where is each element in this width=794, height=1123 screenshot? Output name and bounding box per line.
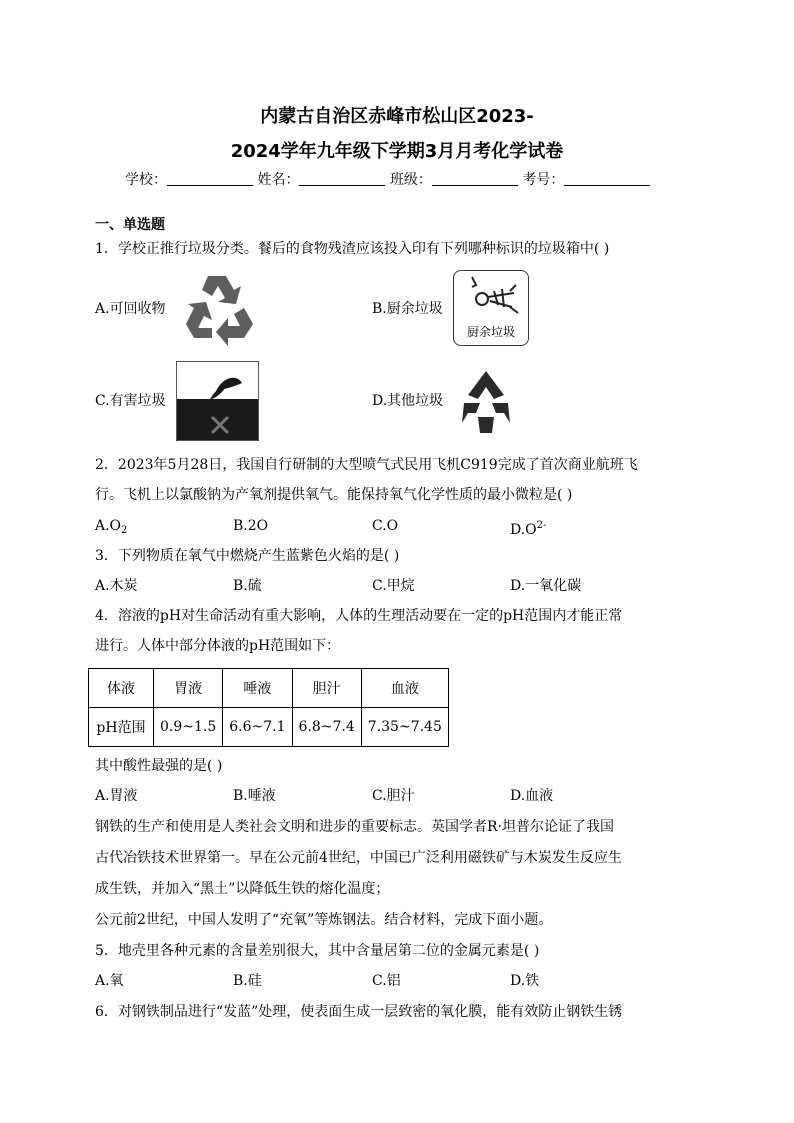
q2-option-c[interactable]: C.O <box>372 518 399 534</box>
ph-table <box>88 668 449 747</box>
q3-option-a[interactable]: A.木炭 <box>95 578 138 594</box>
q1-stem: 1．学校正推行垃圾分类。餐后的食物残渣应该投入印有下列哪种标识的垃圾箱中( ) <box>95 241 610 257</box>
material-line2: 古代冶铁技术世界第一。早在公元前4世纪，中国已广泛利用磁铁矿与木炭发生反应生 <box>95 850 622 866</box>
fish-bone-icon <box>454 271 527 319</box>
exam-no-field[interactable] <box>564 171 650 186</box>
q6-stem-line1: 6．对钢铁制品进行“发蓝”处理，使表面生成一层致密的氧化膜，能有效防止钢铁生锈 <box>95 1004 623 1020</box>
other-waste-icon <box>458 369 514 435</box>
kitchen-waste-icon <box>453 270 529 346</box>
school-label: 学校： <box>125 172 167 188</box>
q4-option-d[interactable]: D.血液 <box>510 788 554 804</box>
q1-option-d[interactable]: D.其他垃圾 <box>372 393 444 409</box>
q1-option-b[interactable]: B.厨余垃圾 <box>372 301 443 317</box>
q4-option-a[interactable]: A.胃液 <box>95 788 138 804</box>
q5-option-a[interactable]: A.氧 <box>95 973 124 989</box>
q5-option-c[interactable]: C.铝 <box>372 973 401 989</box>
table-cell: pH范围 <box>89 708 154 747</box>
q3-option-d[interactable]: D.一氧化碳 <box>510 578 582 594</box>
table-header-cell: 胆汁 <box>292 669 361 708</box>
school-field[interactable] <box>167 171 253 186</box>
q4-stem-line2: 进行。人体中部分体液的pH范围如下： <box>95 638 341 654</box>
hazardous-waste-icon <box>176 361 259 441</box>
q3-option-c[interactable]: C.甲烷 <box>372 578 415 594</box>
q3-stem: 3．下列物质在氧气中燃烧产生蓝紫色火焰的是( ) <box>95 548 400 564</box>
q2-option-a[interactable] <box>95 516 127 541</box>
table-header-cell: 血液 <box>361 669 448 708</box>
table-cell: 7.35~7.45 <box>361 708 448 747</box>
table-cell: 0.9~1.5 <box>154 708 223 747</box>
table-header-cell: 唾液 <box>223 669 292 708</box>
table-cell: 6.8~7.4 <box>292 708 361 747</box>
name-field[interactable] <box>299 171 385 186</box>
name-label: 姓名： <box>257 172 300 188</box>
exam-no-label: 考号： <box>522 172 565 188</box>
section-heading: 一、单选题 <box>95 217 165 233</box>
q2-option-d[interactable] <box>510 516 546 540</box>
q2-option-b[interactable]: B.2O <box>233 518 269 534</box>
q5-stem: 5．地壳里各种元素的含量差别很大，其中含量居第二位的金属元素是( ) <box>95 943 540 959</box>
q2-stem-line1: 2．2023年5月28日，我国自行研制的大型喷气式民用飞机C919完成了首次商业航班飞 <box>95 457 638 473</box>
class-field[interactable] <box>432 171 518 186</box>
q2-stem-line2: 行。飞机上以氯酸钠为产氧剂提供氧气。能保持氧气化学性质的最小微粒是( ) <box>95 487 573 503</box>
material-line3: 成生铁，并加入“黑土”以降低生铁的熔化温度； <box>95 881 390 897</box>
material-line4: 公元前2世纪，中国人发明了“充氧”等炼钢法。结合材料，完成下面小题。 <box>95 912 553 928</box>
q5-option-d[interactable]: D.铁 <box>510 973 540 989</box>
kitchen-waste-icon-label: 厨余垃圾 <box>466 325 515 339</box>
material-line1: 钢铁的生产和使用是人类社会文明和进步的重要标志。英国学者R·坦普尔论证了我国 <box>95 819 614 835</box>
q3-option-b[interactable]: B.硫 <box>233 578 262 594</box>
table-header-row <box>89 669 449 708</box>
q4-option-c[interactable]: C.胆汁 <box>372 788 415 804</box>
q1-option-c[interactable]: C.有害垃圾 <box>95 393 166 409</box>
recycle-icon <box>178 268 262 346</box>
q1-option-a[interactable]: A.可回收物 <box>95 301 166 317</box>
q2-option-a-subscript: 2 <box>121 525 128 536</box>
exam-title-line2: 2024学年九年级下学期3月月考化学试卷 <box>230 141 564 162</box>
table-header-cell: 胃液 <box>154 669 223 708</box>
q4-stem-line1: 4．溶液的pH对生命活动有重大影响，人体的生理活动要在一定的pH范围内才能正常 <box>95 608 623 624</box>
q2-option-d-text: D.O <box>510 522 537 538</box>
table-cell: 6.6~7.1 <box>223 708 292 747</box>
q4-option-b[interactable]: B.唾液 <box>233 788 276 804</box>
info-line <box>125 170 650 190</box>
table-header-cell: 体液 <box>89 669 154 708</box>
q2-option-a-text: A.O <box>95 518 122 534</box>
exam-title-line1: 内蒙古自治区赤峰市松山区2023- <box>260 106 534 127</box>
q2-option-d-superscript: 2- <box>536 520 547 531</box>
q4-question: 其中酸性最强的是( ) <box>95 758 223 774</box>
class-label: 班级： <box>389 172 432 188</box>
q5-option-b[interactable]: B.硅 <box>233 973 262 989</box>
table-row <box>89 708 449 747</box>
